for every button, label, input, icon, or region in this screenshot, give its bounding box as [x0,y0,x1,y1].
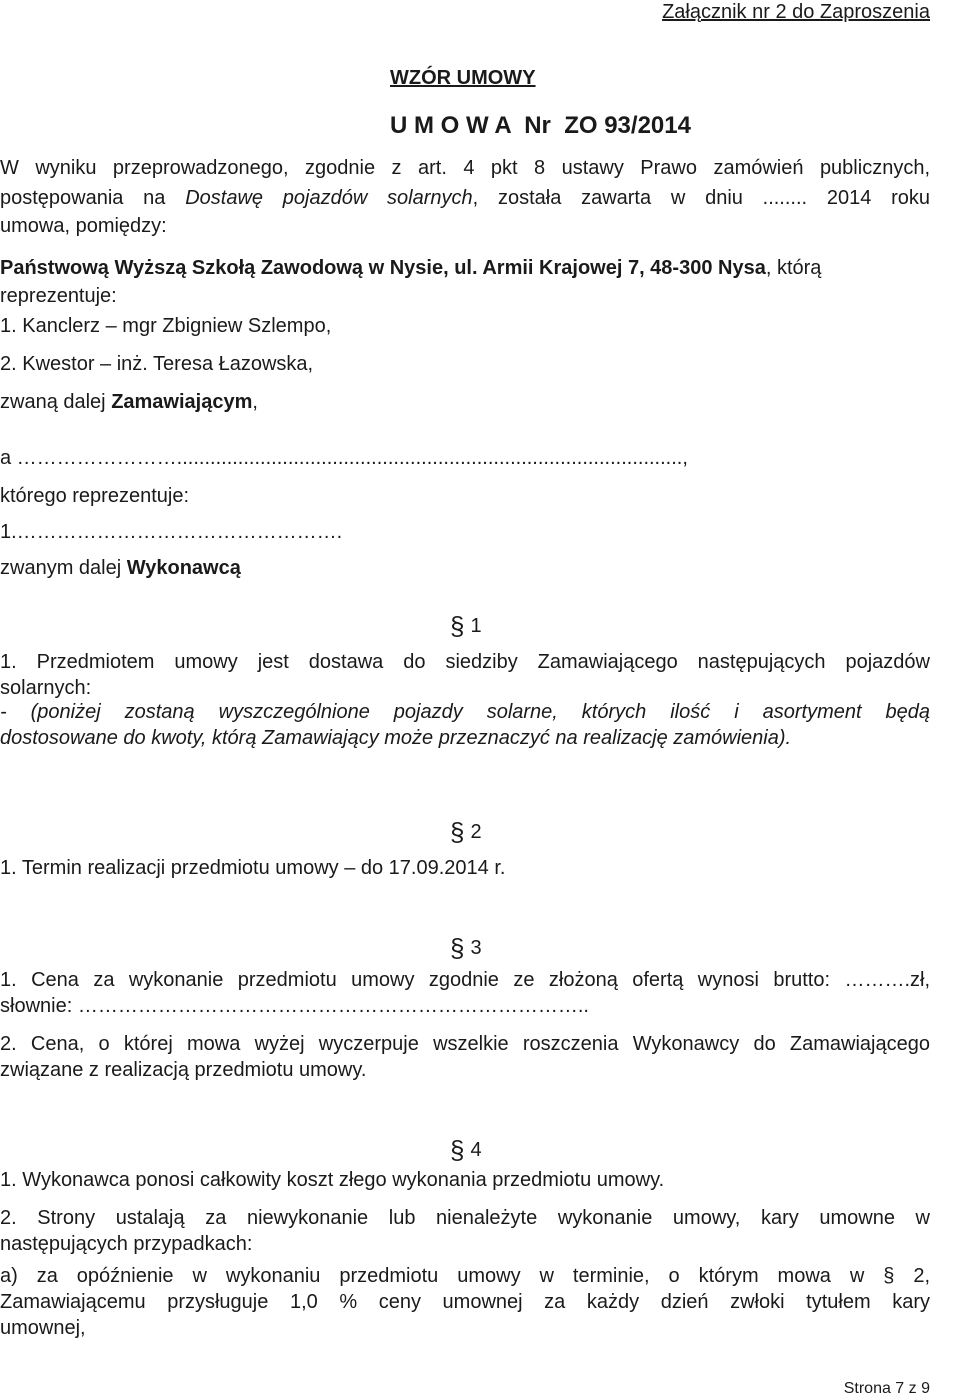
section-2-heading [450,814,482,845]
s3-p2-line1: 2. Cena, o której mowa wyżej wyczerpuje wszelkie roszczenia Wykonawcy do Zamawiającego [0,1033,930,1055]
contractor-line: a ……………………..........................................................................................., [0,447,688,469]
s4-a-line1: a) za opóźnienie w wykonaniu przedmiotu umowy w terminie, o którym mowa w § 2, [0,1265,930,1287]
intro-line-1: W wyniku przeprowadzonego, zgodnie z art. 4 pkt 8 ustawy Prawo zamówień publicznych, [0,157,930,179]
attachment-note: Załącznik nr 2 do Zaproszenia [662,1,930,23]
s4-p1: 1. Wykonawca ponosi całkowity koszt złego wykonania przedmiotu umowy. [0,1169,665,1191]
institution-suffix: , którą [765,257,822,279]
s4-a-line3: umownej, [0,1317,86,1339]
s1-p1-line2: solarnych: [0,677,92,699]
section-number: 3 [470,937,482,959]
section-symbol: § [450,817,465,847]
s3-p2-line2: związane z realizacją przedmiotu umowy. [0,1059,367,1081]
intro-line-3: umowa, pomiędzy: [0,215,167,237]
section-symbol: § [450,933,465,963]
institution-line [0,256,930,280]
intro-text-c: , została zawarta w dniu ........ 2014 roku [472,187,931,209]
section-3-heading [450,930,482,961]
called-text: zwaną dalej [0,391,112,413]
s1-p2-line2: dostosowane do kwoty, którą Zamawiający może przeznaczyć na realizację zamówienia). [0,727,792,749]
institution-name: Państwową Wyższą Szkołą Zawodową w Nysie, ul. Armii Krajowej 7, 48-300 Nysa [0,257,766,279]
s3-p1-line1: 1. Cena za wykonanie przedmiotu umowy zgodnie ze złożoną ofertą wynosi brutto: ……….zł, [0,969,930,991]
s4-p2-line1: 2. Strony ustalają za niewykonanie lub nienależyte wykonanie umowy, kary umowne w [0,1207,930,1229]
intro-text-a: postępowania na [0,187,186,209]
called-text: zwanym dalej [0,557,127,579]
s4-p2-line2: następujących przypadkach: [0,1233,253,1255]
contractor-represented-label: którego reprezentuje: [0,485,190,507]
section-number: 2 [470,821,482,843]
ordering-party-term: Zamawiającym [111,391,253,413]
section-symbol: § [450,1135,465,1165]
contract-title: U M O W A Nr ZO 93/2014 [390,112,691,139]
section-symbol: § [450,611,465,641]
page-number: Strona 7 z 9 [843,1380,930,1397]
contractor-representative-1: 1.…………………………………………. [0,521,343,543]
representative-1: 1. Kanclerz – mgr Zbigniew Szlempo, [0,315,332,337]
subject-name: Dostawę pojazdów solarnych [185,187,473,209]
s3-p1-line2: słownie: ………………………………………………………………….. [0,995,589,1017]
s1-p1-line1: 1. Przedmiotem umowy jest dostawa do siedziby Zamawiającego następujących pojazdów [0,651,930,673]
section-4-heading [450,1132,482,1163]
representative-2: 2. Kwestor – inż. Teresa Łazowska, [0,353,314,375]
called-contractor [0,556,930,580]
s1-p2-line1: - (poniżej zostaną wyszczególnione pojazdy solarne, których ilość i asortyment będą [0,701,930,723]
called-comma: , [252,391,258,413]
s4-a-line2: Zamawiającemu przysługuje 1,0 % ceny umownej za każdy dzień zwłoki tytułem kary [0,1291,930,1313]
represented-label: reprezentuje: [0,285,117,307]
section-1-heading [450,608,482,639]
section-number: 1 [470,615,482,637]
s2-p1: 1. Termin realizacji przedmiotu umowy – do 17.09.2014 r. [0,857,506,879]
contractor-term: Wykonawcą [126,557,241,579]
document-type: WZÓR UMOWY [390,67,536,89]
intro-line-2 [0,186,930,210]
called-ordering-party [0,390,930,414]
section-number: 4 [470,1139,482,1161]
